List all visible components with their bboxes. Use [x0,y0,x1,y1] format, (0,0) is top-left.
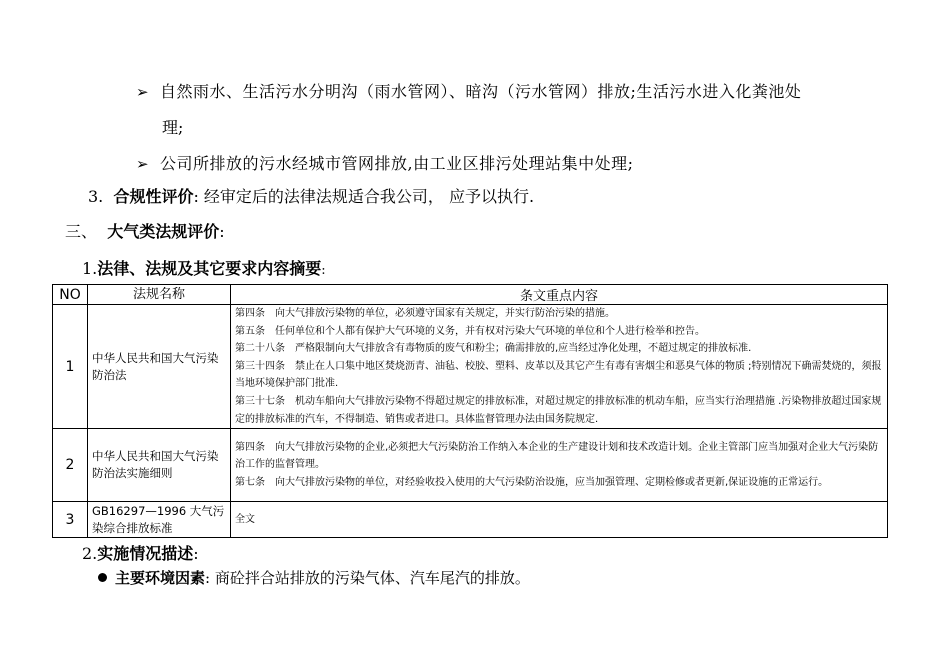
bullet-text: 公司所排放的污水经城市管网排放,由工业区排污处理站集中处理; [160,154,634,173]
regulation-articles [231,429,888,502]
filled-circle-icon [98,573,107,582]
paragraph-text: : 经审定后的法律法规适合我公司， 应予以执行. [193,187,535,206]
paragraph-number: 3. [88,187,104,206]
environment-factor-bullet [98,567,530,588]
section-number: 三、 [65,222,98,241]
regulation-name: GB16297—1996 大气污染综合排放标准 [88,502,231,538]
article-item: 第三十四条 禁止在人口集中地区焚烧沥青、油毡、校胶、塑料、皮革以及其它产生有毒有害烟尘和恶臭气体的物质 ;特别情况下确需焚烧的，须报当地环境保护部门批准. [235,360,882,390]
section-colon: : [219,222,225,241]
subsection-heading-2 [82,541,199,564]
table-header-row [53,285,888,305]
section-title: 大气类法规评价 [107,222,220,241]
arrow-bullet-icon: ➢ [136,155,150,173]
table-row [53,502,888,538]
row-number: 3 [53,502,88,538]
bullet-text: 自然雨水、生活污水分明沟（雨水管网）、暗沟（污水管网）排放;生活污水进入化粪池处 [160,82,802,101]
article-item: 全文 [235,513,255,525]
section-heading [65,219,225,242]
regulation-name: 中华人民共和国大气污染防治法 [88,305,231,429]
compliance-paragraph [88,184,534,207]
article-item: 第四条 向大气排放污染物的企业,必须把大气污染防治工作纳入本企业的生产建设计划和技术改造计划。企业主管部门应当加强对企业大气污染防治工作的监督管理。 [235,441,879,471]
subsection-colon: : [193,544,199,563]
subsection-title: 实施情况描述 [97,544,194,563]
bullet-item-1 [136,79,801,102]
column-header-no: NO [53,285,88,305]
arrow-bullet-icon: ➢ [136,83,150,101]
paragraph-label: 合规性评价 [113,187,194,206]
article-item: 第三十七条 机动车船向大气排放污染物不得超过规定的排放标准，对超过规定的排放标准的机动车船，应当实行治理措施 .污染物排放超过国家规定的排放标准的汽车，不得制造、销售或者进口。具体监督管理办法由国务院规定. [235,395,882,425]
regulation-articles [231,305,888,429]
bullet-item-1-continuation: 理; [162,118,184,137]
subsection-colon: : [321,263,326,278]
row-number: 1 [53,305,88,429]
regulation-articles [231,502,888,538]
article-item: 第四条 向大气排放污染物的单位，必须遵守国家有关规定，并实行防治污染的措施。 [235,308,615,319]
bullet-item-2 [136,151,633,174]
subsection-number: 1. [82,259,98,278]
subsection-title: 法律、法规及其它要求内容摘要 [97,259,322,278]
article-item: 第五条 任何单位和个人都有保护大气环境的义务，并有权对污染大气环境的单位和个人进行检举和控告。 [235,325,705,337]
column-header-content: 条文重点内容 [231,285,888,305]
table-row [53,305,888,429]
regulations-table [52,284,888,538]
bullet-text: : 商砼拌合站排放的污染气体、汽车尾汽的排放。 [205,569,530,587]
table-row [53,429,888,502]
subsection-number: 2. [82,544,98,563]
row-number: 2 [53,429,88,502]
article-item: 第七条 向大气排放污染物的单位，对经验收投入使用的大气污染防治设施，应当加强管理、定期检修或者更新,保证设施的正常运行。 [235,476,829,488]
subsection-heading-1 [82,256,326,279]
column-header-name: 法规名称 [88,285,231,305]
regulation-name: 中华人民共和国大气污染防治法实施细则 [88,429,231,502]
bullet-label: 主要环境因素 [115,569,206,587]
article-item: 第二十八条 严格限制向大气排放含有毒物质的废气和粉尘；确需排放的,应当经过净化处理，不超过规定的排放标准. [235,343,752,355]
